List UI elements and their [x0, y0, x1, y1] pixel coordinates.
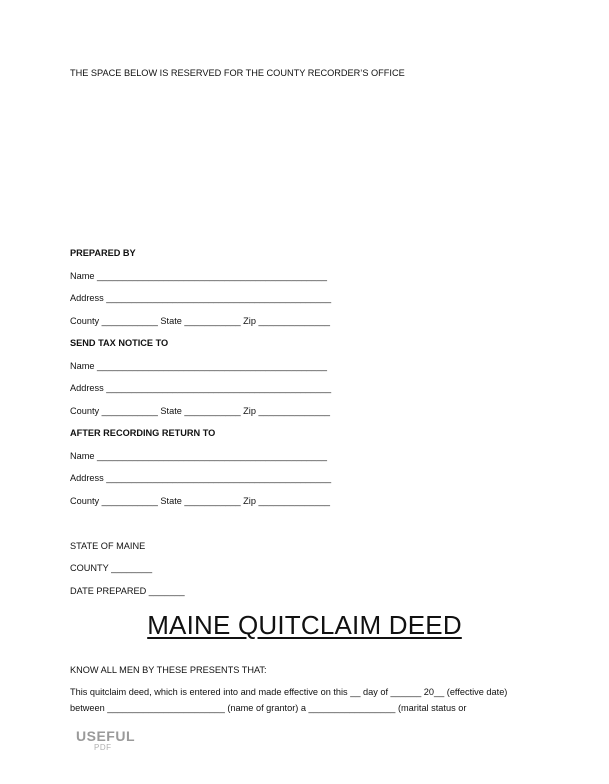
date-prepared-field: DATE PREPARED _______	[70, 586, 185, 596]
recorder-reserved-note: THE SPACE BELOW IS RESERVED FOR THE COUNTY RECORDER’S OFFICE	[70, 68, 405, 78]
body-paragraph: This quitclaim deed, which is entered into and made effective on this __ day of ______ 20__ (effective date) between _______________________ (name of grantor) a _________________ (marital status or	[70, 687, 508, 713]
return-to-address-field: Address ____________________________________________	[70, 473, 332, 483]
logo-sub-text: PDF	[94, 743, 112, 752]
document-title: MAINE QUITCLAIM DEED	[147, 610, 462, 640]
tax-notice-heading: SEND TAX NOTICE TO	[70, 338, 169, 348]
usefulpdf-logo	[76, 728, 135, 756]
county-field: COUNTY ________	[70, 563, 153, 573]
prepared-by-address-field: Address ____________________________________________	[70, 293, 332, 303]
tax-notice-address-field: Address ____________________________________________	[70, 383, 332, 393]
state-label: STATE OF MAINE	[70, 541, 146, 551]
tax-notice-location-fields: County ___________ State ___________ Zip ______________	[70, 406, 331, 416]
logo-main-text: USEFUL	[76, 728, 135, 744]
prepared-by-heading: PREPARED BY	[70, 248, 136, 258]
prepared-by-location-fields: County ___________ State ___________ Zip ______________	[70, 316, 331, 326]
prepared-by-name-field: Name _____________________________________________	[70, 271, 327, 281]
intro-text: KNOW ALL MEN BY THESE PRESENTS THAT:	[70, 665, 267, 675]
return-to-name-field: Name _____________________________________________	[70, 451, 327, 461]
return-to-heading: AFTER RECORDING RETURN TO	[70, 428, 216, 438]
tax-notice-name-field: Name _____________________________________________	[70, 361, 327, 371]
return-to-location-fields: County ___________ State ___________ Zip ______________	[70, 496, 331, 506]
